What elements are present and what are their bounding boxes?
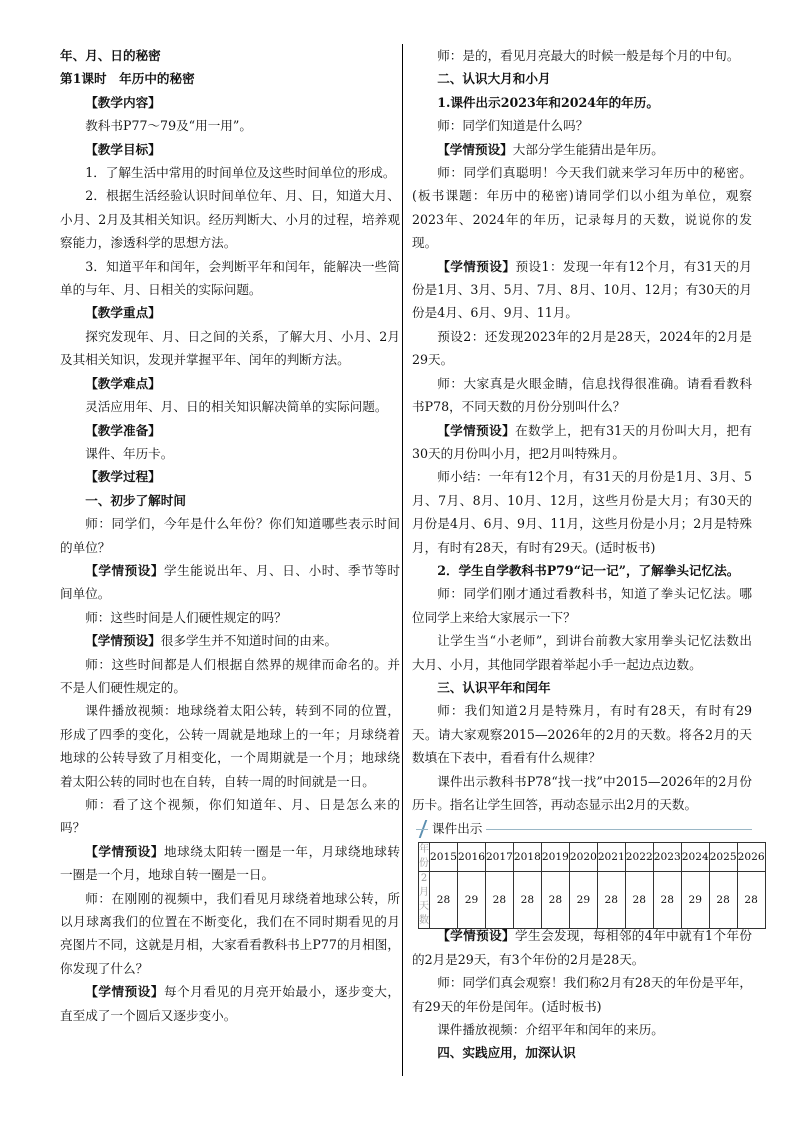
section-heading: 【教学过程】: [85, 469, 161, 485]
days-cell: 28: [653, 872, 681, 929]
paragraph: 让学生当“小老师”，到讲台前教大家用拳头记忆法数出大月、小月，其他同学跟着举起小手一起边点边数。: [412, 633, 752, 672]
year-cell: 2019: [541, 843, 569, 872]
year-cell: 2022: [625, 843, 653, 872]
paragraph: 课件、年历卡。: [85, 445, 174, 461]
year-cell: 2016: [457, 843, 485, 872]
section-heading: 【教学内容】: [85, 94, 161, 110]
paragraph: 灵活应用年、月、日的相关知识解决简单的实际问题。: [85, 399, 388, 415]
paragraph: 师：同学们，今年是什么年份？你们知道哪些表示时间的单位？: [60, 516, 400, 555]
paragraph: 师：这些时间是人们硬性规定的吗？: [85, 609, 287, 625]
paragraph: 师：同学们知道是什么吗？: [437, 118, 589, 134]
paragraph: 课件播放视频：地球绕着太阳公转，转到不同的位置，形成了四季的变化，公转一周就是地球上的一年；月球绕着地球的公转导致了月相变化，一个周期就是一个月；地球绕着太阳公转的同时也在自转，自转一周的时间就是一日。: [60, 703, 400, 789]
row-header: 2月天数: [419, 872, 430, 929]
section-heading: 三、认识平年和闰年: [437, 679, 551, 695]
paragraph: 师：大家真是火眼金睛，信息找得很准确。请看看教科书P78，不同天数的月份分别叫什么？: [412, 375, 752, 415]
paragraph-text: 每个月看见的月亮开始最小，逐步变大，直至成了一个圆后又逐步变小。: [60, 984, 401, 1023]
paragraph: 师：看了这个视频，你们知道年、月、日是怎么来的吗？: [60, 797, 400, 836]
section-heading: 【教学难点】: [85, 375, 161, 391]
days-cell: 28: [709, 872, 737, 929]
paragraph: 教科书P77～79及“用一用”。: [85, 118, 252, 134]
paragraph: [60, 629, 400, 652]
days-cell: 29: [569, 872, 597, 929]
paragraph: 师小结：一年有12个月，有31天的月份是1月、3月、5月、7月、8月、10月、12月，这些月份是大月；有30天的月份是4月、6月、9月、11月，这些月份是小月；2月是特殊月，有时有28天，有时有29天。(适时板书): [412, 469, 752, 555]
paragraph: 师：这些时间都是人们根据自然界的规律而命名的。并不是人们硬性规定的。: [60, 656, 400, 695]
paragraph: [412, 255, 752, 325]
table-row: [419, 872, 766, 929]
paragraph: 3．知道平年和闰年，会判断平年和闰年，能解决一些简单的与年、月、日相关的实际问题。: [60, 258, 400, 298]
year-cell: 2018: [513, 843, 541, 872]
paragraph: [412, 138, 752, 161]
preset-tag: 【学情预设】: [437, 141, 513, 157]
paragraph: [60, 980, 400, 1027]
year-cell: 2017: [485, 843, 513, 872]
preset-tag: 【学情预设】: [437, 258, 516, 274]
section-heading: 一、初步了解时间: [85, 492, 186, 508]
paragraph: 课件播放视频：介绍平年和闰年的来历。: [437, 1022, 664, 1038]
paragraph: 师：我们知道2月是特殊月，有时有28天，有时有29天。请大家观察2015—2026年的2月的天数。将各2月的天数填在下表中，看看有什么规律？: [412, 703, 752, 766]
box-label: 课件出示: [428, 820, 486, 838]
paragraph-text: 预设1：发现一年有12个月，有31天的月份是1月、3月、5月、7月、8月、10月、12月；有30天的月份是4月、6月、9月、11月。: [412, 258, 753, 321]
days-cell: 29: [681, 872, 709, 929]
section-heading: 【教学准备】: [85, 422, 161, 438]
paragraph: [60, 840, 400, 887]
year-cell: 2023: [653, 843, 681, 872]
year-cell: 2015: [430, 843, 458, 872]
preset-tag: 【学情预设】: [85, 633, 161, 649]
paragraph: 课件出示教科书P78“找一找”中2015—2026年的2月份历卡。指名让学生回答，再动态显示出2月的天数。: [412, 773, 752, 812]
days-cell: 28: [597, 872, 625, 929]
row-header: 年份: [419, 843, 430, 872]
days-cell: 29: [457, 872, 485, 929]
paragraph: 1．了解生活中常用的时间单位及这些时间单位的形成。: [85, 165, 396, 181]
sub-heading: 1.课件出示2023年和2024年的年历。: [437, 94, 659, 110]
section-heading: 二、认识大月和小月: [437, 71, 551, 87]
paragraph: 师：同学们真会观察！我们称2月有28天的年份是平年，有29天的年份是闰年。(适时板书): [412, 975, 752, 1014]
preset-tag: 【学情预设】: [85, 984, 165, 1000]
february-days-table: [418, 842, 766, 929]
days-cell: 28: [541, 872, 569, 929]
section-heading: 四、实践应用，加深认识: [437, 1045, 576, 1061]
paragraph: [412, 419, 752, 466]
year-cell: 2020: [569, 843, 597, 872]
paragraph-text: 学生会发现，每相邻的4年中就有1个年份的2月是29天，有3个年份的2月是28天。: [412, 928, 752, 967]
paragraph: [412, 924, 752, 971]
sub-heading: 2．学生自学教科书P79“记一记”，了解拳头记忆法。: [437, 562, 740, 578]
days-cell: 28: [625, 872, 653, 929]
paragraph: [60, 559, 400, 606]
table-row: [419, 843, 766, 872]
paragraph: 预设2：还发现2023年的2月是28天，2024年的2月是29天。: [412, 328, 752, 368]
paragraph-text: 很多学生并不知道时间的由来。: [160, 633, 338, 649]
courseware-box: [412, 820, 765, 927]
lesson-subtitle: 第1课时 年历中的秘密: [60, 71, 195, 87]
days-cell: 28: [513, 872, 541, 929]
section-heading: 【教学目标】: [85, 141, 161, 157]
preset-tag: 【学情预设】: [437, 422, 516, 438]
left-column: [60, 44, 400, 1027]
section-heading: 【教学重点】: [85, 305, 161, 321]
paragraph-text: 在数学上，把有31天的月份叫大月，把有30天的月份叫小月，把2月叫特殊月。: [412, 422, 753, 461]
paragraph: 2．根据生活经验认识时间单位年、月、日，知道大月、小月、2月及其相关知识。经历判断大、小月的过程，培养观察能力，渗透科学的思想方法。: [60, 188, 400, 251]
paragraph-text: 大部分学生能猜出是年历。: [512, 141, 664, 157]
year-cell: 2024: [681, 843, 709, 872]
year-cell: 2025: [709, 843, 737, 872]
column-divider: [402, 44, 403, 1076]
paragraph-text: 学生能说出年、月、日、小时、季节等时间单位。: [60, 562, 401, 602]
paragraph: 师：是的，看见月亮最大的时候一般是每个月的中旬。: [437, 48, 740, 63]
preset-tag: 【学情预设】: [85, 562, 165, 578]
days-cell: 28: [485, 872, 513, 929]
paragraph-text: 地球绕太阳转一圈是一年，月球绕地球转一圈是一个月，地球自转一圈是一日。: [60, 843, 401, 883]
paragraph: 师：在刚刚的视频中，我们看见月球绕着地球公转，所以月球离我们的位置在不断变化，我们在不同时期看见的月亮图片不同，这就是月相，大家看看教科书上P77的月相图，你发现了什么？: [60, 890, 400, 976]
year-cell: 2026: [737, 843, 765, 872]
year-cell: 2021: [597, 843, 625, 872]
paragraph: 师：同学们刚才通过看教科书，知道了拳头记忆法。哪位同学上来给大家展示一下？: [412, 586, 752, 625]
right-column: [412, 44, 765, 1065]
days-cell: 28: [737, 872, 765, 929]
paragraph: 师：同学们真聪明！今天我们就来学习年历中的秘密。(板书课题：年历中的秘密)请同学们以小组为单位，观察2023年、2024年的年历，记录每月的天数，说说你的发现。: [412, 165, 752, 251]
paragraph: 探究发现年、月、日之间的关系，了解大月、小月、2月及其相关知识，发现并掌握平年、闰年的判断方法。: [60, 328, 400, 368]
days-cell: 28: [430, 872, 458, 929]
preset-tag: 【学情预设】: [437, 928, 516, 944]
preset-tag: 【学情预设】: [85, 843, 165, 859]
lesson-title: 年、月、日的秘密: [60, 48, 161, 63]
